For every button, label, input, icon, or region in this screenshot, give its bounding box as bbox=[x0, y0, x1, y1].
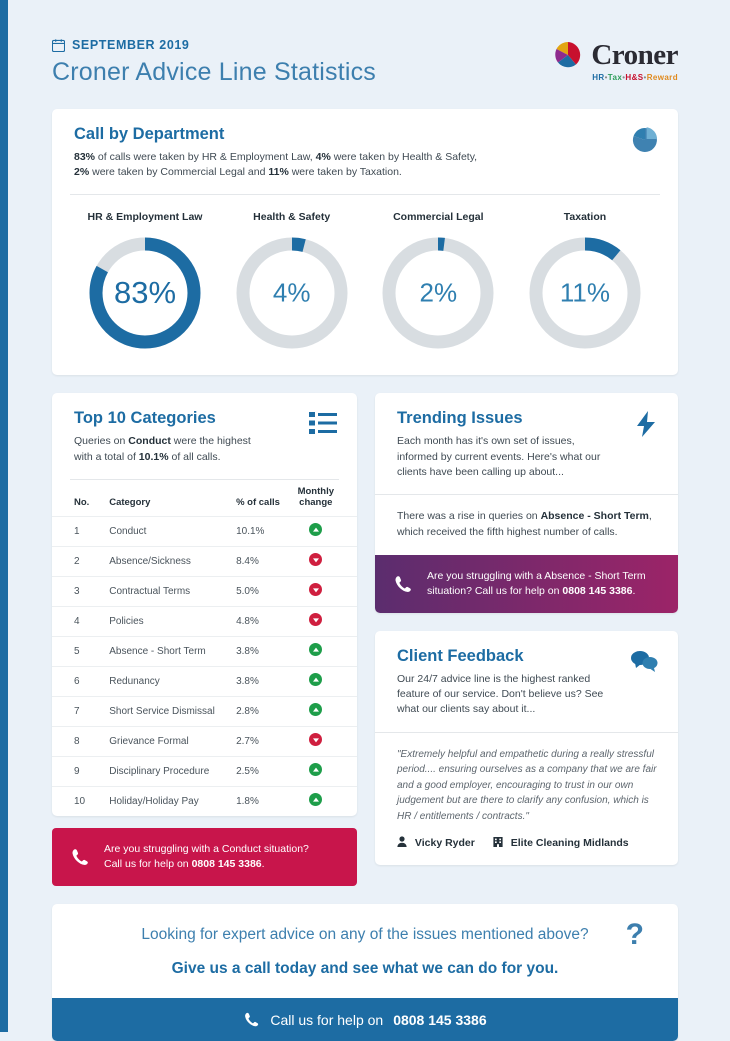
row-category: Holiday/Holiday Pay bbox=[105, 786, 232, 816]
row-category: Absence/Sickness bbox=[105, 546, 232, 576]
feedback-summary: Our 24/7 advice line is the highest ranked feature of our service. Don't believe us? See what our clients say about it... bbox=[396, 673, 604, 716]
conduct-cta-banner[interactable] bbox=[52, 828, 357, 886]
row-no: 4 bbox=[52, 606, 105, 636]
donut-value: 2% bbox=[419, 277, 458, 308]
question-mark-icon: ? bbox=[625, 918, 644, 952]
row-pct: 2.7% bbox=[232, 726, 289, 756]
croner-mark-icon bbox=[553, 40, 583, 70]
table-header-row bbox=[52, 480, 357, 517]
row-no: 1 bbox=[52, 516, 105, 546]
footer-card bbox=[52, 904, 678, 1041]
row-category: Absence - Short Term bbox=[105, 636, 232, 666]
speech-bubble-icon bbox=[630, 649, 658, 678]
logo-subtitle: HR•Tax•H&S•Reward bbox=[592, 73, 678, 82]
arrow-up-icon bbox=[309, 793, 322, 806]
trending-body: There was a rise in queries on Absence - Short Term, which received the fifth highest number of calls. bbox=[375, 494, 678, 555]
donut-label: Commercial Legal bbox=[393, 211, 484, 224]
conduct-cta-text: Are you struggling with a Conduct situation? Call us for help on 0808 145 3386. bbox=[104, 842, 309, 871]
arrow-down-icon bbox=[309, 613, 322, 626]
trending-issues-card bbox=[375, 393, 678, 613]
row-change bbox=[289, 606, 357, 636]
header-left bbox=[52, 38, 376, 87]
col-change: Monthly change bbox=[297, 485, 334, 508]
absence-cta-banner[interactable] bbox=[375, 555, 678, 613]
donut-value: 11% bbox=[559, 277, 611, 308]
arrow-down-icon bbox=[309, 553, 322, 566]
trending-header bbox=[375, 393, 678, 494]
row-no: 3 bbox=[52, 576, 105, 606]
footer-phone-number: 0808 145 3386 bbox=[393, 1011, 487, 1028]
phone-icon bbox=[393, 574, 413, 594]
col-category: Category bbox=[109, 496, 151, 508]
row-category: Grievance Formal bbox=[105, 726, 232, 756]
row-category: Conduct bbox=[105, 516, 232, 546]
table-row bbox=[52, 696, 357, 726]
footer-call-text: Call us for help on bbox=[270, 1011, 384, 1028]
pie-chart-icon bbox=[632, 127, 658, 158]
categories-table bbox=[52, 480, 357, 816]
feedback-quote: "Extremely helpful and empathetic during a really stressful period.... ensuring ourselves as a company that we are fair and a good employer, encouraging to trust in our own judgement but are there to clarify any confusion, which is HR / entitlements / contracts." bbox=[375, 732, 678, 833]
footer-call-bar[interactable] bbox=[52, 998, 678, 1041]
row-pct: 1.8% bbox=[232, 786, 289, 816]
table-row bbox=[52, 726, 357, 756]
row-pct: 2.8% bbox=[232, 696, 289, 726]
row-change bbox=[289, 516, 357, 546]
row-category: Redunancy bbox=[105, 666, 232, 696]
row-category: Contractual Terms bbox=[105, 576, 232, 606]
cta-phone-number: 0808 145 3386 bbox=[191, 858, 262, 871]
footer-callout: Give us a call today and see what we can do for you. bbox=[171, 960, 559, 978]
row-pct: 4.8% bbox=[232, 606, 289, 636]
table-row bbox=[52, 546, 357, 576]
building-icon bbox=[493, 837, 506, 849]
row-category: Policies bbox=[105, 606, 232, 636]
arrow-up-icon bbox=[309, 703, 322, 716]
trending-title: Trending Issues bbox=[396, 409, 523, 428]
donut-health-safety bbox=[219, 211, 365, 353]
row-change bbox=[289, 786, 357, 816]
phone-icon bbox=[70, 847, 90, 867]
donut-hr bbox=[72, 211, 218, 353]
row-no: 9 bbox=[52, 756, 105, 786]
donut-taxation bbox=[512, 211, 658, 353]
dept-pct-hs: 4% bbox=[315, 151, 331, 163]
arrow-up-icon bbox=[309, 523, 322, 536]
department-summary: 83% of calls were taken by HR & Employment Law, 4% were taken by Health & Safety, 2% were taken by Commercial Legal and 11% were taken by Taxation. bbox=[74, 151, 478, 179]
row-no: 2 bbox=[52, 546, 105, 576]
arrow-up-icon bbox=[309, 673, 322, 686]
phone-icon bbox=[243, 1011, 260, 1028]
row-no: 6 bbox=[52, 666, 105, 696]
absence-cta-text: Are you struggling with a Absence - Short Term situation? Call us for help on 0808 145 3386. bbox=[426, 569, 646, 597]
row-change bbox=[289, 576, 357, 606]
top-categories-column bbox=[52, 393, 357, 886]
table-row bbox=[52, 756, 357, 786]
footer-question: Looking for expert advice on any of the issues mentioned above? bbox=[141, 926, 589, 944]
row-pct: 8.4% bbox=[232, 546, 289, 576]
row-change bbox=[289, 636, 357, 666]
categories-header bbox=[52, 393, 357, 478]
report-date: SEPTEMBER 2019 bbox=[72, 38, 190, 52]
row-no: 10 bbox=[52, 786, 105, 816]
row-pct: 3.8% bbox=[232, 636, 289, 666]
row-category: Disciplinary Procedure bbox=[105, 756, 232, 786]
call-by-department-card bbox=[52, 109, 678, 375]
donut-label: Health & Safety bbox=[253, 211, 331, 224]
categories-summary: Queries on Conduct were the highest with a total of 10.1% of all calls. bbox=[74, 435, 251, 463]
row-pct: 3.8% bbox=[232, 666, 289, 696]
date-row bbox=[52, 38, 376, 52]
table-row bbox=[52, 576, 357, 606]
arrow-down-icon bbox=[309, 583, 322, 596]
department-card-header bbox=[52, 109, 678, 194]
donut-value: 83% bbox=[113, 275, 177, 311]
row-change bbox=[289, 546, 357, 576]
row-category: Short Service Dismissal bbox=[105, 696, 232, 726]
trending-summary: Each month has it's own set of issues, informed by current events. Here's what our clients have been calling up about... bbox=[396, 435, 601, 478]
cta-phone-number: 0808 145 3386 bbox=[562, 584, 633, 597]
table-row bbox=[52, 666, 357, 696]
table-row bbox=[52, 786, 357, 816]
right-column bbox=[375, 393, 678, 865]
row-change bbox=[289, 726, 357, 756]
lightning-icon bbox=[634, 411, 658, 442]
dept-pct-tax: 11% bbox=[268, 166, 289, 179]
feedback-header bbox=[375, 631, 678, 732]
table-row bbox=[52, 636, 357, 666]
col-pct: % of calls bbox=[236, 496, 280, 508]
arrow-up-icon bbox=[309, 643, 322, 656]
row-pct: 5.0% bbox=[232, 576, 289, 606]
department-title: Call by Department bbox=[74, 125, 225, 143]
arrow-up-icon bbox=[309, 763, 322, 776]
row-no: 8 bbox=[52, 726, 105, 756]
dept-pct-cl: 2% bbox=[74, 166, 90, 179]
arrow-down-icon bbox=[309, 733, 322, 746]
client-feedback-card bbox=[375, 631, 678, 865]
feedback-byline bbox=[375, 832, 678, 865]
top-categories-card bbox=[52, 393, 357, 815]
row-change bbox=[289, 666, 357, 696]
calendar-icon bbox=[52, 39, 65, 52]
donut-row bbox=[52, 195, 678, 375]
brand-logo bbox=[553, 38, 678, 82]
list-icon bbox=[309, 411, 337, 440]
row-pct: 2.5% bbox=[232, 756, 289, 786]
page-title: Croner Advice Line Statistics bbox=[52, 58, 377, 86]
col-no: No. bbox=[74, 496, 90, 508]
row-no: 5 bbox=[52, 636, 105, 666]
categories-title: Top 10 Categories bbox=[74, 409, 216, 428]
donut-commercial-legal bbox=[365, 211, 511, 353]
dept-pct-hr: 83% bbox=[74, 151, 96, 163]
row-pct: 10.1% bbox=[232, 516, 289, 546]
categories-table-body bbox=[52, 516, 357, 816]
donut-value: 4% bbox=[272, 277, 311, 308]
mid-section bbox=[52, 393, 678, 886]
table-row bbox=[52, 516, 357, 546]
feedback-author: Vicky Ryder bbox=[397, 836, 475, 849]
row-change bbox=[289, 696, 357, 726]
row-no: 7 bbox=[52, 696, 105, 726]
logo-wordmark: Croner bbox=[591, 38, 678, 71]
person-icon bbox=[397, 837, 410, 849]
table-row bbox=[52, 606, 357, 636]
page-header bbox=[52, 38, 678, 87]
feedback-title: Client Feedback bbox=[396, 647, 524, 666]
feedback-company: Elite Cleaning Midlands bbox=[493, 836, 629, 849]
donut-label: Taxation bbox=[563, 211, 607, 224]
row-change bbox=[289, 756, 357, 786]
donut-label: HR & Employment Law bbox=[87, 211, 203, 224]
